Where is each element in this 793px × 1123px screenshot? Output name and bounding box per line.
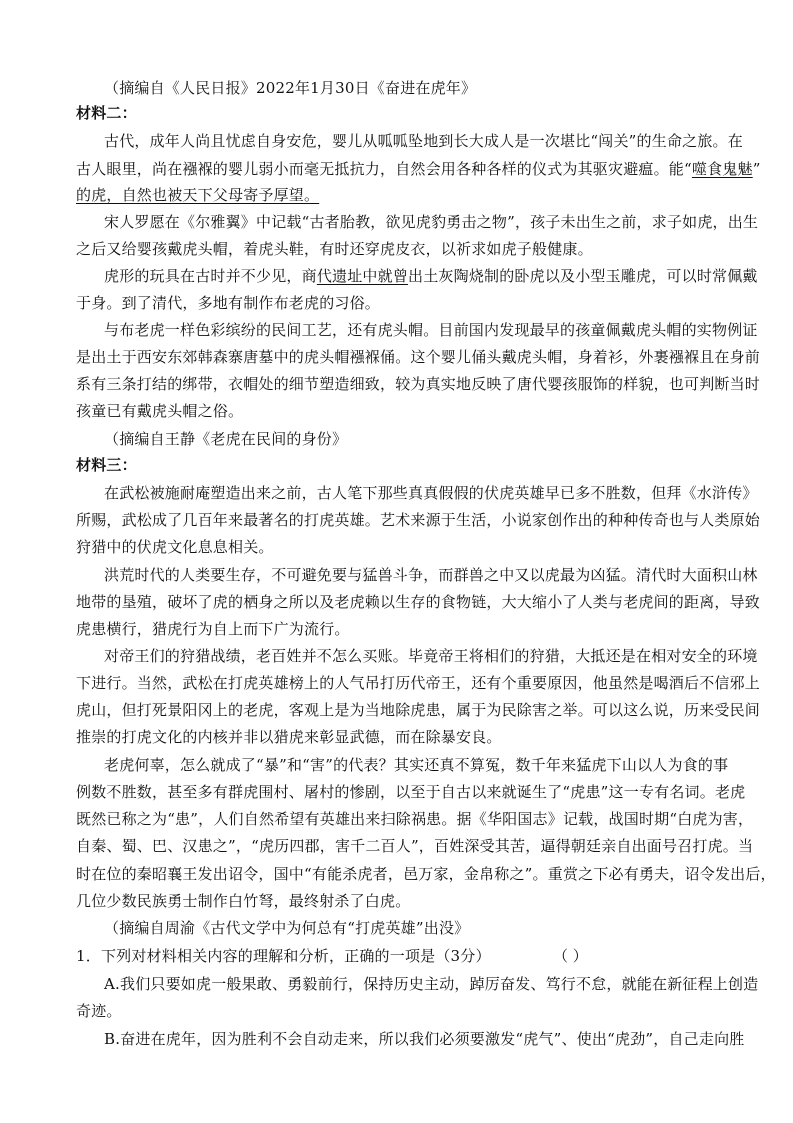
m3-paragraph-3-line: 下进行。当然，武松在打虎英雄榜上的人气吊打历代帝王，还有个重要原因，他虽然是喝酒后不信邪上	[76, 674, 761, 692]
material-2-heading: 材料二：	[76, 104, 137, 122]
m2-paragraph-4-line: 与布老虎一样色彩缤纷的民间工艺，还有虎头帽。目前国内发现最早的孩童佩戴虎头帽的实物例证	[104, 321, 758, 339]
m2-paragraph-1-line: 古代，成年人尚且忧虑自身安危，婴儿从呱呱坠地到长大成人是一次堪比“闯关”的生命之旅。在	[104, 132, 743, 150]
m3-paragraph-3-line: 虎山，但打死景阳冈上的老虎，客观上是为当地除虎患，属于为民除害之举。可以这么说，历来受民间	[76, 701, 761, 719]
m2-paragraph-4-line: 系有三条打结的绑带，衣帽处的细节塑造细致，较为真实地反映了唐代婴孩服饰的样貌，也可判断当时	[76, 375, 761, 393]
m3-paragraph-4-line: 既然已称之为“患”，人们自然希望有英雄出来扫除祸患。据《华阳国志》记载，战国时期“白虎为害，	[76, 810, 754, 828]
m2-paragraph-1-line: 古人眼里，尚在襁褓的婴儿弱小而毫无抵抗力，自然会用各种各样的仪式为其驱灾避瘟。能“噬食鬼魅”	[76, 160, 761, 178]
m2-paragraph-3-line: 虎形的玩具在古时并不少见，商代遗址中就曾出土灰陶烧制的卧虎以及小型玉雕虎，可以时常佩戴	[104, 267, 758, 285]
m3-paragraph-4-line: 几位少数民族勇士制作白竹弩，最终射杀了白虎。	[76, 892, 411, 910]
m2-paragraph-3-line: 于身。到了清代，多地有制作布老虎的习俗。	[76, 294, 381, 312]
option-a-line: 奇迹。	[76, 1002, 122, 1020]
underlined-phrase: 代遗址中就曾	[316, 267, 409, 285]
m3-paragraph-4-line: 例数不胜数，甚至多有群虎围村、屠村的惨剧，以至于自古以来就诞生了“虎患”这一专有名词。老虎	[76, 783, 746, 801]
m3-paragraph-2-line: 虎患横行，猎虎行为自上而下广为流行。	[76, 620, 350, 638]
option-a-line: A.我们只要如虎一般果敢、勇毅前行，保持历史主动，踔厉奋发、笃行不怠，就能在新征程上创造	[104, 975, 759, 993]
answer-blank: （ ）	[553, 947, 588, 965]
m3-paragraph-3-line: 对帝王们的狩猎战绩，老百姓并不怎么买账。毕竟帝王将相们的狩猎，大抵还是在相对安全的环境	[104, 647, 758, 665]
m3-paragraph-1-line: 所赐，武松成了几百年来最著名的打虎英雄。艺术来源于生活，小说家创作出的种种传奇也与人类原始	[76, 511, 761, 529]
m3-paragraph-1-line: 在武松被施耐庵塑造出来之前，古人笔下那些真真假假的伏虎英雄早已多不胜数，但拜《水浒传》	[104, 484, 758, 502]
material-3-heading: 材料三：	[76, 456, 137, 474]
source-note-3: （摘编自周渝《古代文学中为何总有“打虎英雄”出没》	[104, 919, 470, 937]
m3-paragraph-4-line: 老虎何辜，怎么就成了“暴”和“害”的代表？其实还真不算冤，数千年来猛虎下山以人为食的事	[104, 756, 729, 774]
question-1	[76, 942, 491, 970]
m3-paragraph-1-line: 狩猎中的伏虎文化息息相关。	[76, 538, 274, 556]
m2-paragraph-4-line: 是出土于西安东郊韩森寨唐墓中的虎头帽襁褓俑。这个婴儿俑头戴虎头帽，身着衫，外裹襁褓且在身前	[76, 348, 761, 366]
underlined-phrase: 噬食鬼魅	[691, 160, 753, 178]
m3-paragraph-4-line: 自秦、蜀、巴、汉患之”，“虎历四郡，害千二百人”，百姓深受其苦，逼得朝廷亲自出面号召打虎。当	[76, 837, 754, 855]
question-1-stem: 1．下列对材料相关内容的理解和分析，正确的一项是（3分）	[76, 947, 491, 965]
option-b-line: B.奋进在虎年，因为胜利不会自动走来，所以我们必须要激发“虎气”、使出“虎劲”，自己走向胜	[104, 1030, 745, 1048]
m3-paragraph-4-line: 时在位的秦昭襄王发出诏令，国中“有能杀虎者，邑万家，金帛称之”。重赏之下必有勇夫，诏令发出后，	[76, 865, 776, 883]
source-note-1: （摘编自《人民日报》2022年1月30日《奋进在虎年》	[104, 79, 477, 97]
m2-paragraph-1-line: 的虎，自然也被天下父母寄予厚望。	[76, 186, 320, 204]
m2-paragraph-2-line: 宋人罗愿在《尔雅翼》中记载“古者胎教，欲见虎豹勇击之物”，孩子未出生之前，求子如虎，出生	[104, 213, 759, 231]
m3-paragraph-3-line: 推崇的打虎文化的内核并非以猎虎来彰显武德，而在除暴安良。	[76, 728, 502, 746]
m2-paragraph-2-line: 之后又给婴孩戴虎头帽，着虎头鞋，有时还穿虎皮衣，以祈求如虎子般健康。	[76, 240, 593, 258]
source-note-2: （摘编自王静《老虎在民间的身份》	[104, 430, 348, 448]
m3-paragraph-2-line: 洪荒时代的人类要生存，不可避免要与猛兽斗争，而群兽之中又以虎最为凶猛。清代时大面积山林	[104, 566, 758, 584]
m2-paragraph-4-line: 孩童已有戴虎头帽之俗。	[76, 402, 244, 420]
m3-paragraph-2-line: 地带的垦殖，破坏了虎的栖身之所以及老虎赖以生存的食物链，大大缩小了人类与老虎间的距离，导致	[76, 593, 761, 611]
